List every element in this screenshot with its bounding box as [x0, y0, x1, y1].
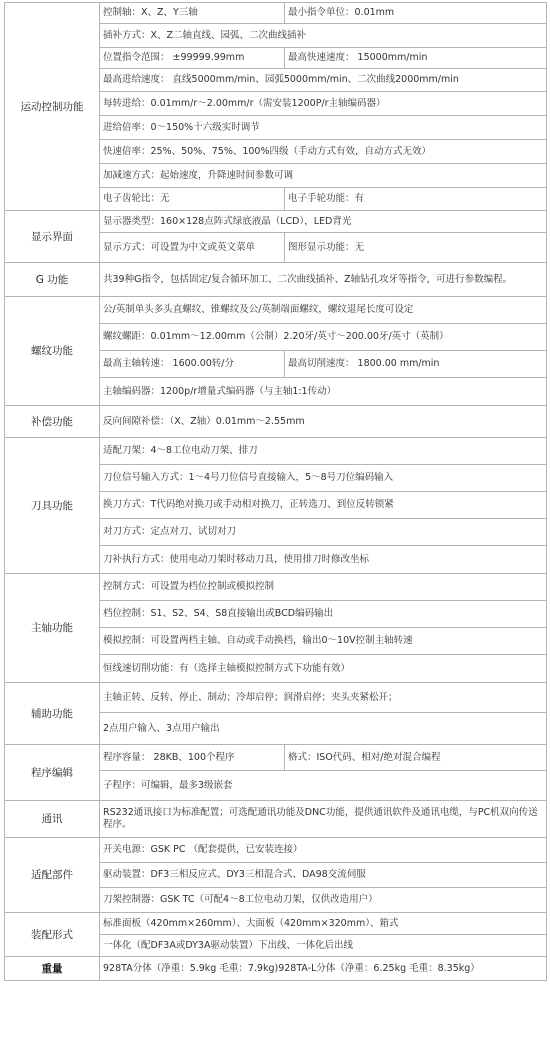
spec-cell: 最小指令单位：0.01mm: [285, 3, 547, 24]
category-weight: 重量: [5, 957, 100, 981]
spec-cell: 标准面板（420mm×260mm）、大面板（420mm×320mm）、箱式: [100, 913, 547, 935]
table-row: [5, 838, 547, 863]
spec-cell: 子程序：可编辑，最多3级嵌套: [100, 771, 547, 801]
category-motion: 运动控制功能: [5, 3, 100, 211]
spec-cell: 适配刀架：4～8工位电动刀架、排刀: [100, 438, 547, 465]
spec-cell: 一体化（配DF3A或DY3A驱动装置）下出线、一体化后出线: [100, 935, 547, 957]
spec-cell: 快速倍率：25%、50%、75%、100%四级（手动方式有效，自动方式无效）: [100, 140, 547, 164]
spec-cell: 加减速方式：起始速度，升降速时间参数可调: [100, 164, 547, 188]
spec-cell: 反向间隙补偿：（X、Z轴）0.01mm～2.55mm: [100, 406, 547, 438]
spec-cell: 主轴正转、反转、停止、制动；冷却启停；润滑启停；夹头夹紧松开；: [100, 683, 547, 713]
table-row: [5, 683, 547, 713]
spec-cell: 显示器类型：160×128点阵式绿底液晶（LCD），LED背光: [100, 211, 547, 233]
table-row: [5, 745, 547, 771]
category-auxiliary: 辅助功能: [5, 683, 100, 745]
spec-cell: 电子齿轮比：无: [100, 188, 285, 211]
spec-cell: 最高切削速度： 1800.00 mm/min: [285, 351, 547, 378]
category-tool: 刀具功能: [5, 438, 100, 574]
spec-cell: 主轴编码器：1200p/r增量式编码器（与主轴1:1传动）: [100, 378, 547, 406]
spec-cell: 换刀方式：T代码绝对换刀或手动相对换刀，正转选刀、到位反转锁紧: [100, 492, 547, 519]
category-parts: 适配部件: [5, 838, 100, 913]
spec-cell: 控制方式：可设置为档位控制或模拟控制: [100, 574, 547, 601]
spec-cell: 开关电源：GSK PC （配套提供，已安装连接）: [100, 838, 547, 863]
spec-cell: 控制轴：X、Z、Y三轴: [100, 3, 285, 24]
category-communication: 通讯: [5, 801, 100, 838]
spec-cell: 插补方式：X、Z二轴直线、园弧、二次曲线插补: [100, 24, 547, 48]
spec-cell: 对刀方式：定点对刀、试切对刀: [100, 519, 547, 546]
spec-cell: 显示方式：可设置为中文或英文菜单: [100, 233, 285, 263]
spec-cell: 最高进给速度： 直线5000mm/min、园弧5000mm/min、二次曲线2000mm/min: [100, 69, 547, 92]
spec-cell: 928TA分体（净重：5.9kg 毛重：7.9kg)928TA-L分体（净重：6.25kg 毛重：8.35kg）: [100, 957, 547, 981]
spec-cell: 共39种G指令，包括固定/复合循环加工、二次曲线插补、Z轴钻孔攻牙等指令，可进行参数编程。: [100, 263, 547, 297]
spec-table: [4, 2, 547, 981]
category-compensation: 补偿功能: [5, 406, 100, 438]
spec-cell: 每转进给：0.01mm/r～2.00mm/r（需安装1200P/r主轴编码器）: [100, 92, 547, 116]
category-assembly: 装配形式: [5, 913, 100, 957]
spec-cell: 最高快速速度： 15000mm/min: [285, 48, 547, 69]
table-row: [5, 297, 547, 324]
spec-cell: 电子手轮功能：有: [285, 188, 547, 211]
spec-cell: 公/英制单头多头直螺纹、锥螺纹及公/英制端面螺纹，螺纹退尾长度可设定: [100, 297, 547, 324]
table-row: [5, 263, 547, 297]
table-row: [5, 211, 547, 233]
spec-cell: 刀架控制器：GSK TC（可配4～8工位电动刀架，仅供改造用户）: [100, 888, 547, 913]
spec-cell: 模拟控制：可设置两档主轴、自动或手动换档，输出0～10V控制主轴转速: [100, 628, 547, 655]
table-row: [5, 438, 547, 465]
spec-cell: 位置指令范围： ±99999.99mm: [100, 48, 285, 69]
spec-cell: 刀补执行方式：使用电动刀架时移动刀具，使用排刀时修改坐标: [100, 546, 547, 574]
spec-cell: 刀位信号输入方式：1～4号刀位信号直接输入，5～8号刀位编码输入: [100, 465, 547, 492]
category-display: 显示界面: [5, 211, 100, 263]
spec-cell: 恒线速切削功能：有（选择主轴模拟控制方式下功能有效）: [100, 655, 547, 683]
spec-cell: 格式：ISO代码、相对/绝对混合编程: [285, 745, 547, 771]
spec-cell: 进给倍率：0～150%十六级实时调节: [100, 116, 547, 140]
spec-cell: 档位控制：S1、S2、S4、S8直接输出或BCD编码输出: [100, 601, 547, 628]
spec-cell: 图形显示功能：无: [285, 233, 547, 263]
table-row: [5, 957, 547, 981]
spec-cell: 驱动装置：DF3三相反应式、DY3三相混合式、DA98交流伺服: [100, 863, 547, 888]
category-g-function: G 功能: [5, 263, 100, 297]
spec-cell: 最高主轴转速： 1600.00转/分: [100, 351, 285, 378]
table-row: [5, 3, 547, 24]
spec-cell: RS232通讯接口为标准配置；可选配通讯功能及DNC功能，提供通讯软件及通讯电缆，与PC机双向传送程序。: [100, 801, 547, 838]
spec-cell: 程序容量： 28KB、100个程序: [100, 745, 285, 771]
category-spindle: 主轴功能: [5, 574, 100, 683]
table-row: [5, 574, 547, 601]
table-row: [5, 913, 547, 935]
category-thread: 螺纹功能: [5, 297, 100, 406]
table-row: [5, 406, 547, 438]
category-program-edit: 程序编辑: [5, 745, 100, 801]
spec-cell: 2点用户输入、3点用户输出: [100, 713, 547, 745]
table-row: [5, 801, 547, 838]
spec-cell: 螺纹螺距：0.01mm～12.00mm（公制）2.20牙/英寸～200.00牙/英寸（英制）: [100, 324, 547, 351]
